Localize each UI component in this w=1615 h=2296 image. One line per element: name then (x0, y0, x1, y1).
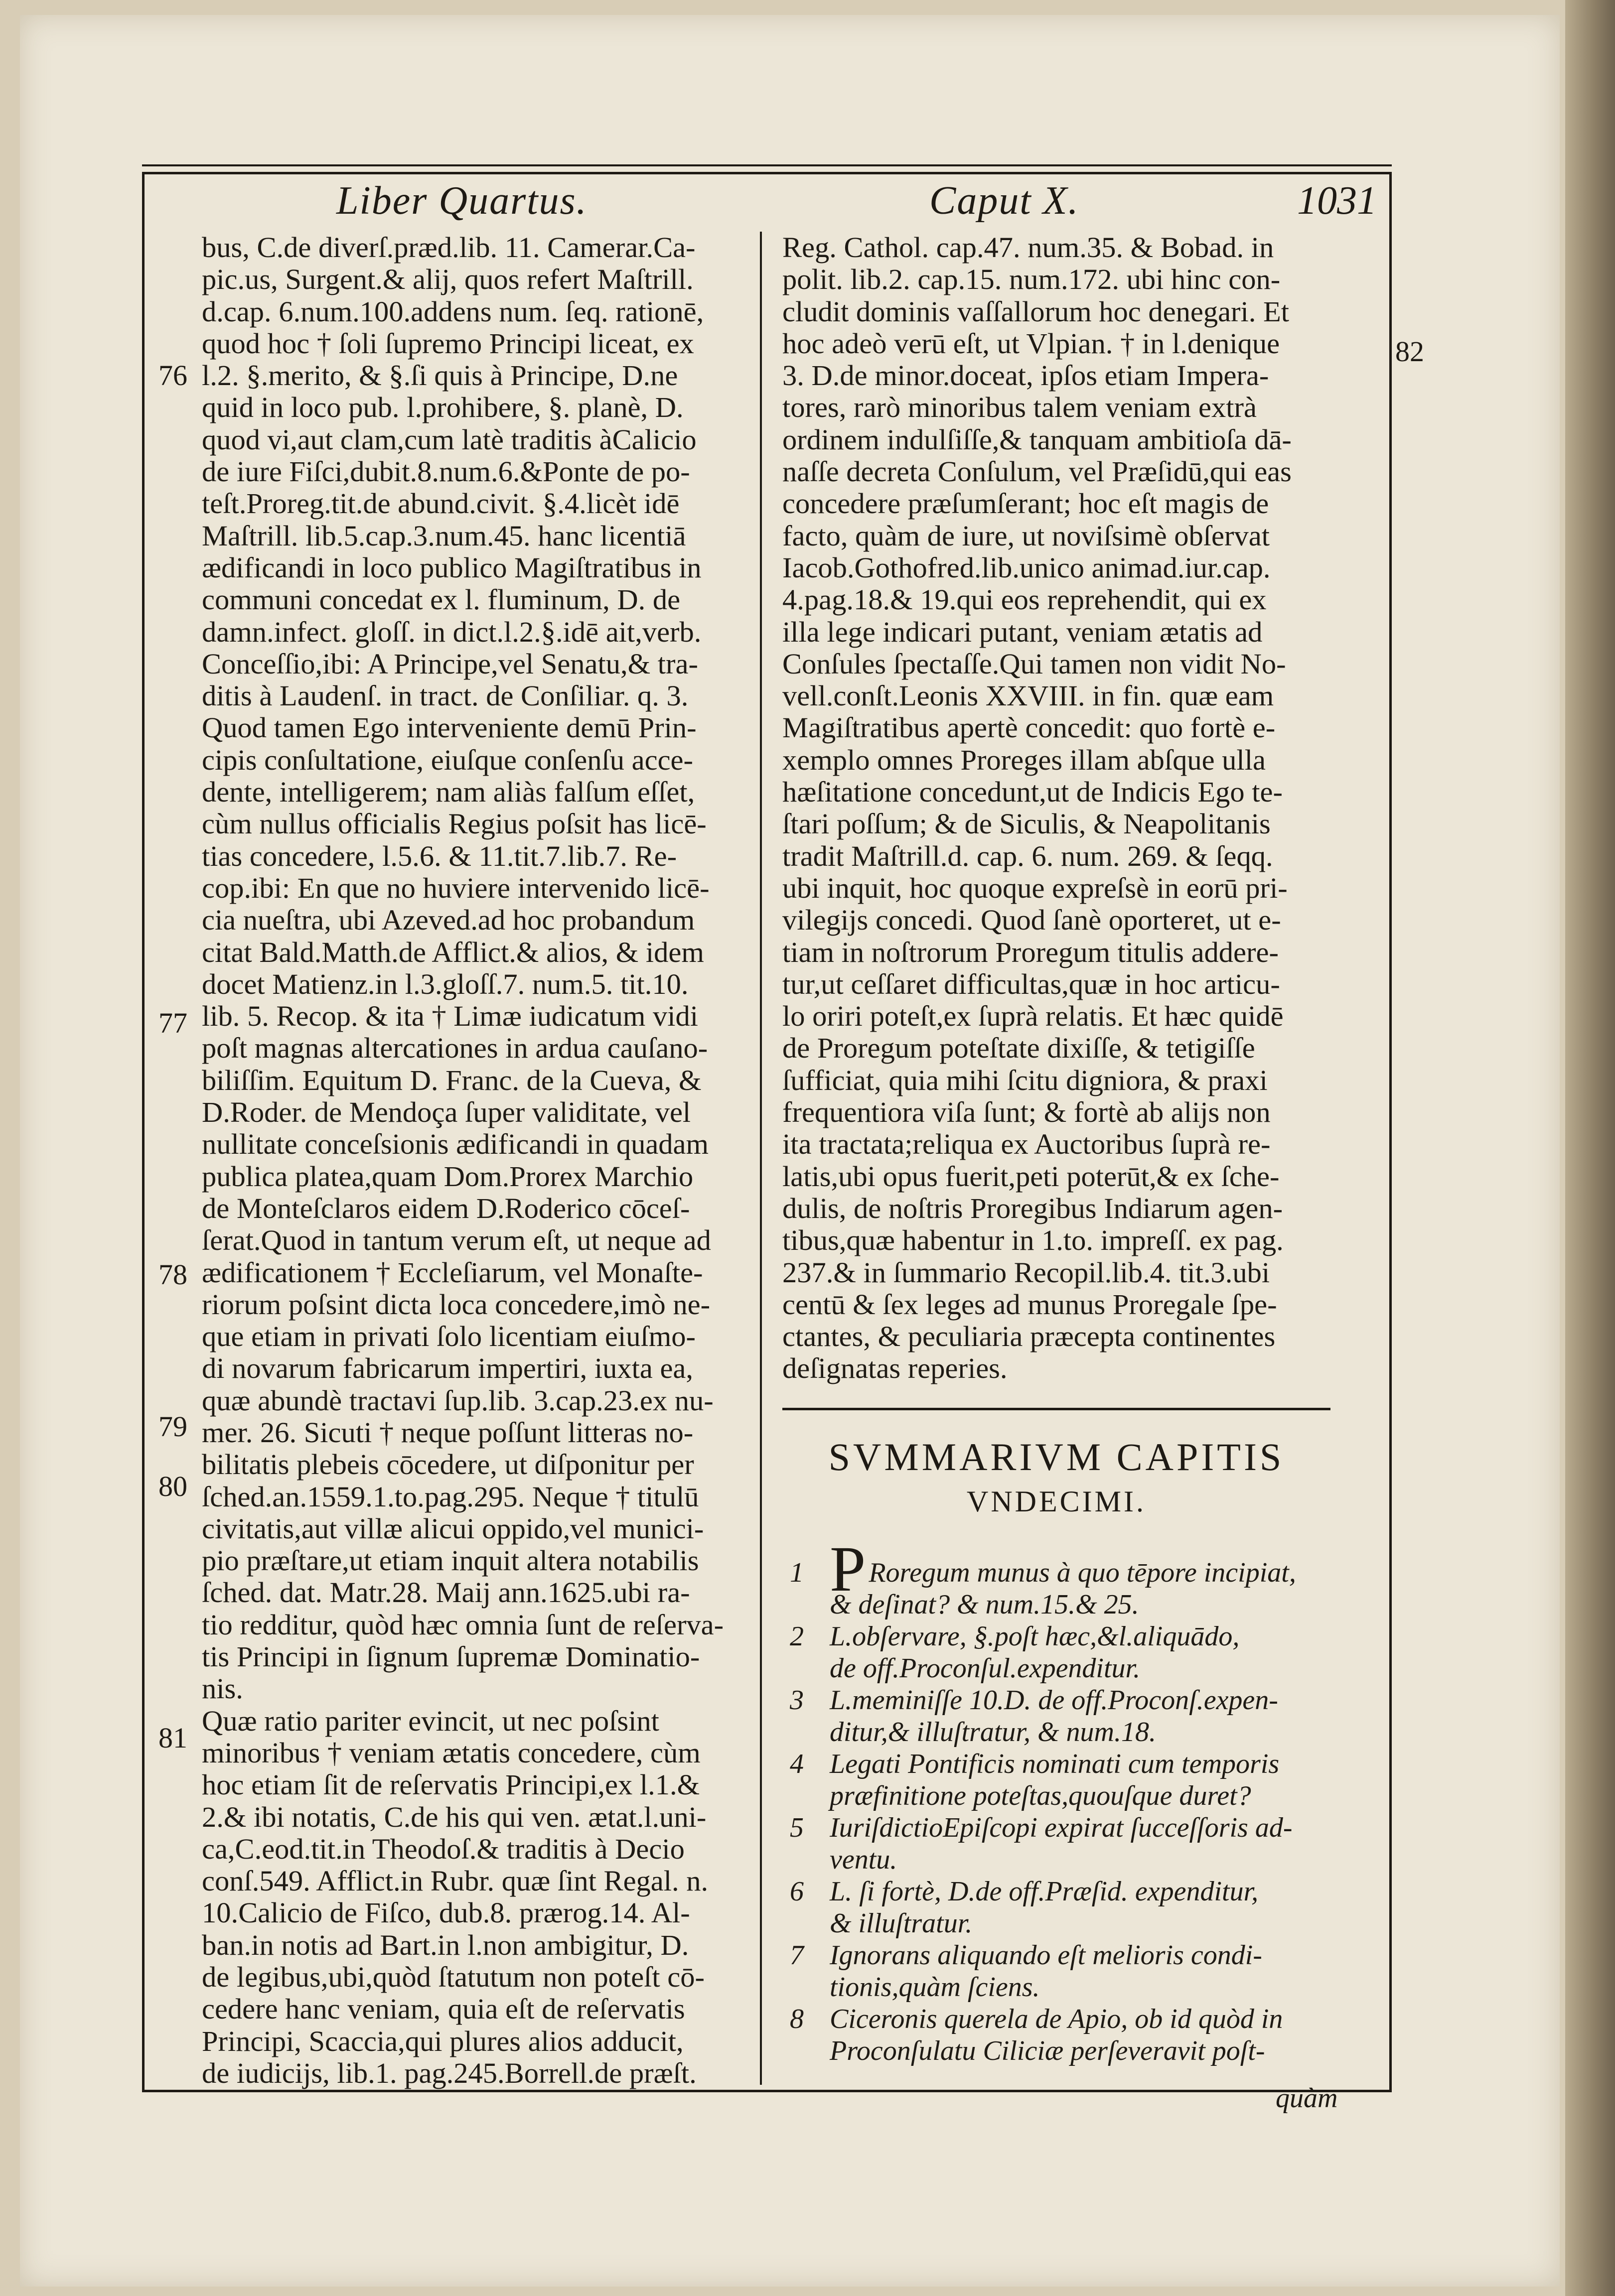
summary-item-number: 1 (790, 1557, 804, 1588)
text-line: publica platea,quam Dom.Prorex Marchio (202, 1160, 694, 1193)
text-line: concedere præſumſerant; hoc eſt magis de (782, 488, 1269, 520)
text-line: ordinem indulſiſſe,& tanquam ambitioſa dā- (782, 423, 1292, 456)
margin-number: 80 (158, 1470, 187, 1502)
text-line: nis. (202, 1673, 243, 1705)
text-line: cia nueſtra, ubi Azeved.ad hoc probandum (202, 904, 695, 937)
text-line: nullitate conceſsionis ædificandi in quadam (202, 1128, 709, 1161)
text-line: cùm nullus officialis Regius poſsit has licē- (202, 808, 707, 840)
text-line: de iure Fiſci,dubit.8.num.6.&Ponte de po- (202, 456, 690, 488)
text-line: civitatis,aut villæ alicui oppido,vel munici- (202, 1512, 704, 1545)
text-line: damn.infect. gloſſ. in dict.l.2.§.idē ait,verb. (202, 616, 702, 648)
text-line: pio præſtare,ut etiam inquit altera notabilis (202, 1545, 699, 1577)
summary-item-text: & illuſtratur. (830, 1908, 973, 1939)
summary-item-line (782, 2035, 1330, 2067)
summary-item-line (782, 1907, 1330, 1939)
summary-item-text: Legati Pontificis nominati cum temporis (830, 1749, 1280, 1779)
text-line: ubi inquit, hoc quoque expreſsè in eorū pri- (782, 872, 1288, 904)
text-line: de Monteſclaros eidem D.Roderico cōceſ- (202, 1192, 690, 1224)
summary-item-line (782, 1652, 1330, 1684)
summary-item-text: & deſinat? & num.15.& 25. (830, 1589, 1139, 1620)
text-line: de Proregum poteſtate dixiſſe, & tetigiſſe (782, 1032, 1255, 1065)
text-line: communi concedat ex l. fluminum, D. de (202, 584, 681, 616)
summary-item-text: tionis,quàm ſciens. (830, 1972, 1040, 2003)
summary-item-line (782, 1748, 1330, 1780)
summary-item-line (782, 1939, 1330, 1971)
margin-number: 79 (158, 1410, 187, 1443)
summary-item-line (782, 1589, 1330, 1621)
text-line: D.Roder. de Mendoça ſuper validitate, vel (202, 1096, 691, 1129)
summary-item-number: 8 (790, 2004, 804, 2034)
text-line: ſerat.Quod in tantum verum eſt, ut neque ad (202, 1224, 711, 1257)
text-line: Maſtrill. lib.5.cap.3.num.45. hanc licentiā (202, 520, 686, 552)
header-book-title: Liber Quartus. (336, 179, 587, 223)
summary-item-text-rest: Roregum munus à quo tēpore incipiat, (869, 1557, 1296, 1588)
text-line: xemplo omnes Proreges illam abſque ulla (782, 744, 1266, 776)
summary-item-line (782, 1621, 1330, 1652)
summary-item-text: ventu. (830, 1844, 897, 1875)
summary-item-text: L.obſervare, §.poſt hæc,&l.aliquādo, (830, 1621, 1240, 1652)
text-line: quod hoc † ſoli ſupremo Principi liceat, ex (202, 327, 694, 360)
page-number: 1031 (1297, 179, 1377, 223)
text-line: l.2. §.merito, & §.ſi quis à Principe, D.ne (202, 360, 678, 392)
text-line: minoribus † veniam ætatis concedere, cùm (202, 1737, 701, 1769)
text-line: ædificationem † Eccleſiarum, vel Monaſte- (202, 1256, 703, 1289)
text-line: deſignatas reperies. (782, 1352, 1008, 1385)
running-header (142, 174, 1387, 229)
summary-item-text: Proconſulatu Ciliciæ perſeveravit poſt- (830, 2035, 1265, 2066)
summary-list (782, 1533, 1330, 2067)
page-edge (1565, 0, 1615, 2296)
summary-item-number: 7 (790, 1940, 804, 1971)
text-line: de iudicijs, lib.1. pag.245.Borrell.de præſt. (202, 2057, 697, 2089)
text-line: ctantes, & peculiaria præcepta continentes (782, 1321, 1276, 1353)
text-line: ſtari poſſum; & de Siculis, & Neapolitanis (782, 808, 1271, 840)
catchword: quàm (1276, 2083, 1338, 2114)
text-line: bilitatis plebeis cōcedere, ut diſponitur per (202, 1449, 694, 1481)
text-line: Principi, Scaccia,qui plures alios adducit, (202, 2025, 684, 2057)
header-chapter: Caput X. (929, 179, 1079, 223)
text-line: 3. D.de minor.doceat, ipſos etiam Impera- (782, 360, 1269, 392)
summary-item-line (782, 1684, 1330, 1716)
text-line: dulis, de noſtris Proregibus Indiarum agen- (782, 1192, 1283, 1224)
text-line: conſ.549. Afflict.in Rubr. quæ ſint Regal. n. (202, 1865, 709, 1897)
summary-item-text: ditur,& illuſtratur, & num.18. (830, 1717, 1156, 1748)
text-line: Iacob.Gothofred.lib.unico animad.iur.cap. (782, 551, 1271, 584)
summary-item-line (782, 1971, 1330, 2003)
summary-item-line (782, 2003, 1330, 2035)
text-line: citat Bald.Matth.de Afflict.& alios, & idem (202, 936, 704, 968)
margin-number: 82 (1395, 335, 1424, 368)
text-line: teſt.Proreg.tit.de abund.civit. §.4.licèt idē (202, 488, 680, 520)
text-line: vell.conſt.Leonis XXVIII. in fin. quæ eam (782, 680, 1274, 712)
text-line: 237.& in ſummario Recopil.lib.4. tit.3.ubi (782, 1256, 1270, 1289)
text-line: ita tractata;reliqua ex Auctoribus ſuprà re- (782, 1128, 1271, 1161)
text-line: hæſitatione concedunt,ut de Indicis Ego te- (782, 776, 1283, 809)
text-line: Quod tamen Ego interveniente demū Prin- (202, 712, 697, 744)
summary-item-number: 6 (790, 1876, 804, 1907)
text-line: Magiſtratibus apertè concedit: quo fortè e- (782, 712, 1276, 744)
text-line: tias concedere, l.5.6. & 11.tit.7.lib.7. Re- (202, 840, 677, 872)
text-line: ſufficiat, quia mihi ſcitu digniora, & praxi (782, 1064, 1268, 1096)
summary-item-text: L.meminiſſe 10.D. de off.Proconſ.expen- (830, 1685, 1278, 1716)
drop-cap: P (830, 1533, 866, 1605)
summary-item-number: 4 (790, 1749, 804, 1779)
margin-number: 76 (158, 359, 187, 392)
text-line: poſt magnas altercationes in ardua cauſano- (202, 1032, 708, 1065)
column-divider (760, 232, 762, 2085)
text-line: de legibus,ubi,quòd ſtatutum non poteſt cō- (202, 1961, 705, 1994)
text-line: mer. 26. Sicuti † neque poſſunt litteras no- (202, 1416, 694, 1449)
text-line: bus, C.de diverſ.præd.lib. 11. Camerar.Ca- (202, 232, 696, 264)
text-line: riorum poſsint dicta loca concedere,imò ne- (202, 1288, 711, 1321)
text-line: Reg. Cathol. cap.47. num.35. & Bobad. in (782, 232, 1274, 264)
header-rule (142, 164, 1392, 166)
text-line: facto, quàm de iure, ut noviſsimè obſervat (782, 520, 1270, 552)
text-line: Conceſſio,ibi: A Principe,vel Senatu,& tra- (202, 648, 698, 680)
text-line: tibus,quæ habentur in 1.to. impreſſ. ex pag. (782, 1224, 1284, 1257)
text-line: ditis à Laudenſ. in tract. de Conſiliar. q. 3. (202, 680, 689, 712)
text-line: 2.& ibi notatis, C.de his qui ven. ætat.l.uni- (202, 1801, 707, 1833)
text-line: quæ abundè tractavi ſup.lib. 3.cap.23.ex nu- (202, 1384, 714, 1417)
summary-item-text: Ciceronis querela de Apio, ob id quòd in (830, 2004, 1283, 2034)
summary-item-text: de off.Proconſul.expenditur. (830, 1653, 1141, 1684)
text-line: cop.ibi: En que no huviere intervenido licē- (202, 872, 710, 904)
left-text-column (202, 232, 747, 2089)
summary-item-line (782, 1812, 1330, 1844)
text-line: pic.us, Surgent.& alij, quos refert Maſtrill. (202, 264, 694, 296)
text-line: ſched. dat. Matr.28. Maij ann.1625.ubi ra- (202, 1577, 690, 1609)
text-line: dente, intelligerem; nam aliàs falſum eſſet, (202, 776, 695, 809)
text-line: centū & ſex leges ad munus Proregale ſpe- (782, 1288, 1277, 1321)
summary-subtitle: VNDECIMI. (967, 1485, 1146, 1518)
text-line: Quæ ratio pariter evincit, ut nec poſsint (202, 1705, 659, 1737)
text-line: tis Principi in ſignum ſupremæ Dominatio- (202, 1641, 700, 1673)
text-line: d.cap. 6.num.100.addens num. ſeq. rationē, (202, 295, 704, 328)
text-line: biliſſim. Equitum D. Franc. de la Cueva, & (202, 1064, 702, 1096)
text-line: ca,C.eod.tit.in Theodoſ.& traditis à Decio (202, 1833, 685, 1865)
text-line: quid in loco pub. l.prohibere, §. planè, D. (202, 392, 684, 424)
text-line: lib. 5. Recop. & ita † Limæ iudicatum vidi (202, 1000, 699, 1033)
summary-item-text: L. ſi fortè, D.de off.Præſid. expenditur, (830, 1876, 1259, 1907)
summary-item-line (782, 1780, 1330, 1812)
text-line: tio redditur, quòd hæc omnia ſunt de reſerva- (202, 1609, 724, 1641)
text-line: ban.in notis ad Bart.in l.non ambigitur, D. (202, 1929, 689, 1961)
text-line: hoc etiam ſit de reſervatis Principi,ex l.1.& (202, 1769, 700, 1801)
text-line: 10.Calicio de Fiſco, dub.8. prærog.14. Al- (202, 1897, 690, 1929)
text-line: quod vi,aut clam,cum latè traditis àCalicio (202, 423, 697, 456)
right-text-column (782, 232, 1330, 1385)
text-line: ſched.an.1559.1.to.pag.295. Neque † titulū (202, 1481, 699, 1513)
text-line: illa lege indicari putant, veniam ætatis ad (782, 616, 1263, 648)
text-line: hoc adeò verū eſt, ut Vlpian. † in l.denique (782, 327, 1280, 360)
margin-number: 78 (158, 1258, 187, 1291)
text-line: 4.pag.18.& 19.qui eos reprehendit, qui ex (782, 584, 1267, 616)
summary-item-number: 2 (790, 1621, 804, 1652)
text-line: tur,ut ceſſaret difficultas,quæ in hoc articu- (782, 968, 1280, 1000)
text-line: vilegijs concedi. Quod ſanè oporteret, ut e- (782, 904, 1281, 937)
text-line: di novarum fabricarum impertiri, iuxta ea, (202, 1352, 694, 1385)
summary-item-number: 5 (790, 1812, 804, 1843)
summary-item-text: præfinitione poteſtas,quouſque duret? (830, 1780, 1251, 1811)
text-line: polit. lib.2. cap.15. num.172. ubi hinc con- (782, 264, 1281, 296)
text-line: cipis conſultatione, eiuſque conſenſu acce- (202, 744, 693, 776)
summary-item-line (782, 1844, 1330, 1876)
text-line: cludit dominis vaſſallorum hoc denegari. Et (782, 295, 1290, 328)
margin-number: 81 (158, 1722, 187, 1754)
text-line: tores, rarò minoribus talem veniam extrà (782, 392, 1257, 424)
text-line: tiam in noſtrorum Proregum titulis addere- (782, 936, 1279, 968)
text-line: latis,ubi opus fuerit,peti poterūt,& ex ſche- (782, 1160, 1280, 1193)
text-line: naſſe decreta Conſulum, vel Præſidū,qui eas (782, 456, 1292, 488)
text-line: docet Matienz.in l.3.gloſſ.7. num.5. tit.10. (202, 968, 689, 1000)
summary-item-number: 3 (790, 1685, 804, 1716)
margin-number: 77 (158, 1007, 187, 1039)
text-line: que etiam in privati ſolo licentiam eiuſmo- (202, 1321, 696, 1353)
summary-title: SVMMARIVM CAPITIS (828, 1435, 1285, 1479)
summary-item-text: IuriſdictioEpiſcopi expirat ſucceſſoris ad- (830, 1812, 1293, 1843)
text-line: Conſules ſpectaſſe.Qui tamen non vidit No- (782, 648, 1286, 680)
text-line: cedere hanc veniam, quia eſt de reſervatis (202, 1993, 685, 2026)
summary-item-line (782, 1876, 1330, 1907)
summary-item-text: Ignorans aliquando eſt melioris condi- (830, 1940, 1262, 1971)
text-line: frequentiora viſa ſunt; & fortè ab alijs non (782, 1096, 1271, 1129)
text-line: tradit Maſtrill.d. cap. 6. num. 269. & ſeqq. (782, 840, 1273, 872)
summary-item-line (782, 1716, 1330, 1748)
text-line: lo oriri poteſt,ex ſuprà relatis. Et hæc quidē (782, 1000, 1284, 1033)
text-line: ædificandi in loco publico Magiſtratibus in (202, 551, 702, 584)
summary-rule (782, 1408, 1330, 1410)
